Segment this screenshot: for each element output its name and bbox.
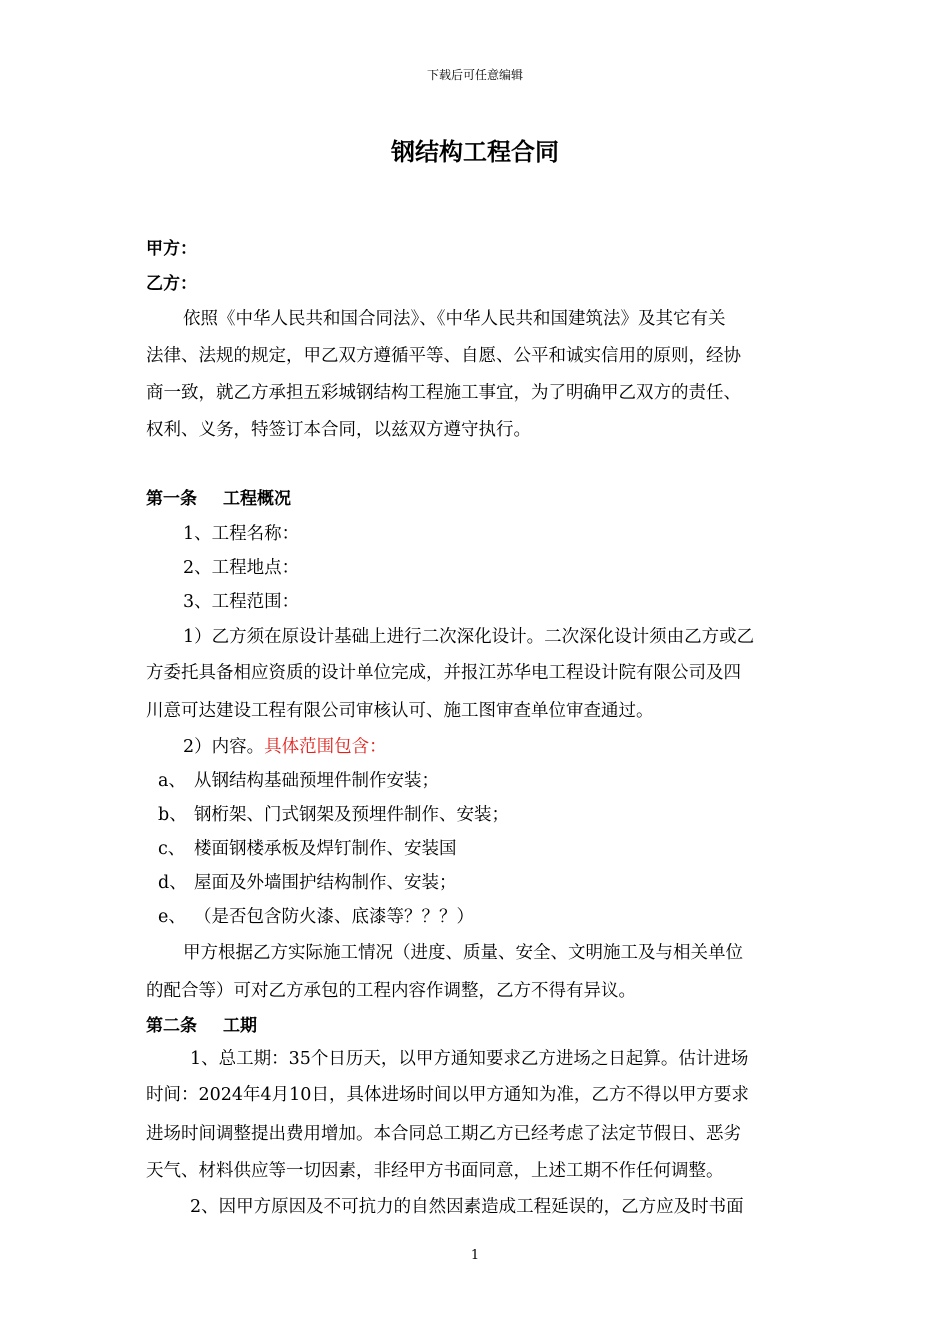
scope-item-text: 楼面钢楼承板及焊钉制作、安装国 xyxy=(194,839,457,859)
scope-item-text: 钢桁架、门式钢架及预埋件制作、安装； xyxy=(194,805,509,825)
party-a-label: 甲方： xyxy=(146,239,197,259)
article-1-heading xyxy=(146,487,806,511)
adjust-line: 甲方根据乙方实际施工情况（进度、质量、安全、文明施工及与相关单位 xyxy=(183,943,743,963)
scope-item-label: a、 xyxy=(158,771,186,791)
content-line xyxy=(183,735,843,759)
scope-item-text: 从钢结构基础预埋件制作安装； xyxy=(194,771,439,791)
article-2-heading xyxy=(146,1014,806,1038)
scope-item xyxy=(158,905,818,929)
scope-item xyxy=(158,871,818,895)
design-line: 川意可达建设工程有限公司审核认可、施工图审查单位审查通过。 xyxy=(146,701,654,721)
project-scope-label: 3、工程范围： xyxy=(183,592,300,612)
article-1-name: 工程概况 xyxy=(223,489,291,509)
preamble-line: 商一致，就乙方承担五彩城钢结构工程施工事宜，为了明确甲乙双方的责任、 xyxy=(146,383,741,403)
scope-item-label: e、 xyxy=(158,907,186,927)
page-header: 下载后可任意编辑 xyxy=(426,68,523,82)
duration-line: 天气、材料供应等一切因素，非经甲方书面同意，上述工期不作任何调整。 xyxy=(146,1161,724,1181)
content-scope-highlight: 具体范围包含： xyxy=(264,737,387,757)
design-line: 方委托具备相应资质的设计单位完成，并报江苏华电工程设计院有限公司及四 xyxy=(146,663,741,683)
article-2-name: 工期 xyxy=(223,1016,257,1036)
scope-item-label: c、 xyxy=(158,839,186,859)
preamble-line: 法律、法规的规定，甲乙双方遵循平等、自愿、公平和诚实信用的原则，经协 xyxy=(146,346,741,366)
duration-line: 1、总工期：35个日历天，以甲方通知要求乙方进场之日起算。估计进场 xyxy=(190,1049,749,1069)
preamble-line: 依照《中华人民共和国合同法》、《中华人民共和国建筑法》及其它有关 xyxy=(183,309,726,329)
party-b-label: 乙方： xyxy=(146,274,197,294)
scope-item xyxy=(158,769,818,793)
delay-line: 2、因甲方原因及不可抗力的自然因素造成工程延误的，乙方应及时书面 xyxy=(190,1197,744,1217)
scope-item-text: 屋面及外墙围护结构制作、安装； xyxy=(194,873,457,893)
design-line: 1）乙方须在原设计基础上进行二次深化设计。二次深化设计须由乙方或乙 xyxy=(183,627,755,647)
scope-item-label: b、 xyxy=(158,805,187,825)
scope-item-text: （是否包含防火漆、底漆等？？？） xyxy=(194,907,474,927)
duration-line: 进场时间调整提出费用增加。本合同总工期乙方已经考虑了法定节假日、恶劣 xyxy=(146,1124,741,1144)
article-2-number: 第二条 xyxy=(146,1016,197,1036)
article-1-number: 第一条 xyxy=(146,489,197,509)
preamble-line: 权利、义务，特签订本合同，以兹双方遵守执行。 xyxy=(146,420,531,440)
duration-line: 时间：2024年4月10日，具体进场时间以甲方通知为准，乙方不得以甲方要求 xyxy=(146,1085,749,1105)
document-title: 钢结构工程合同 xyxy=(391,138,559,166)
scope-item xyxy=(158,803,818,827)
content-label: 2）内容。 xyxy=(183,737,265,757)
project-name-label: 1、工程名称： xyxy=(183,524,300,544)
project-location-label: 2、工程地点： xyxy=(183,558,300,578)
scope-item xyxy=(158,837,818,861)
adjust-line: 的配合等）可对乙方承包的工程内容作调整，乙方不得有异议。 xyxy=(146,981,636,1001)
scope-item-label: d、 xyxy=(158,873,187,893)
page-number: 1 xyxy=(470,1248,480,1263)
